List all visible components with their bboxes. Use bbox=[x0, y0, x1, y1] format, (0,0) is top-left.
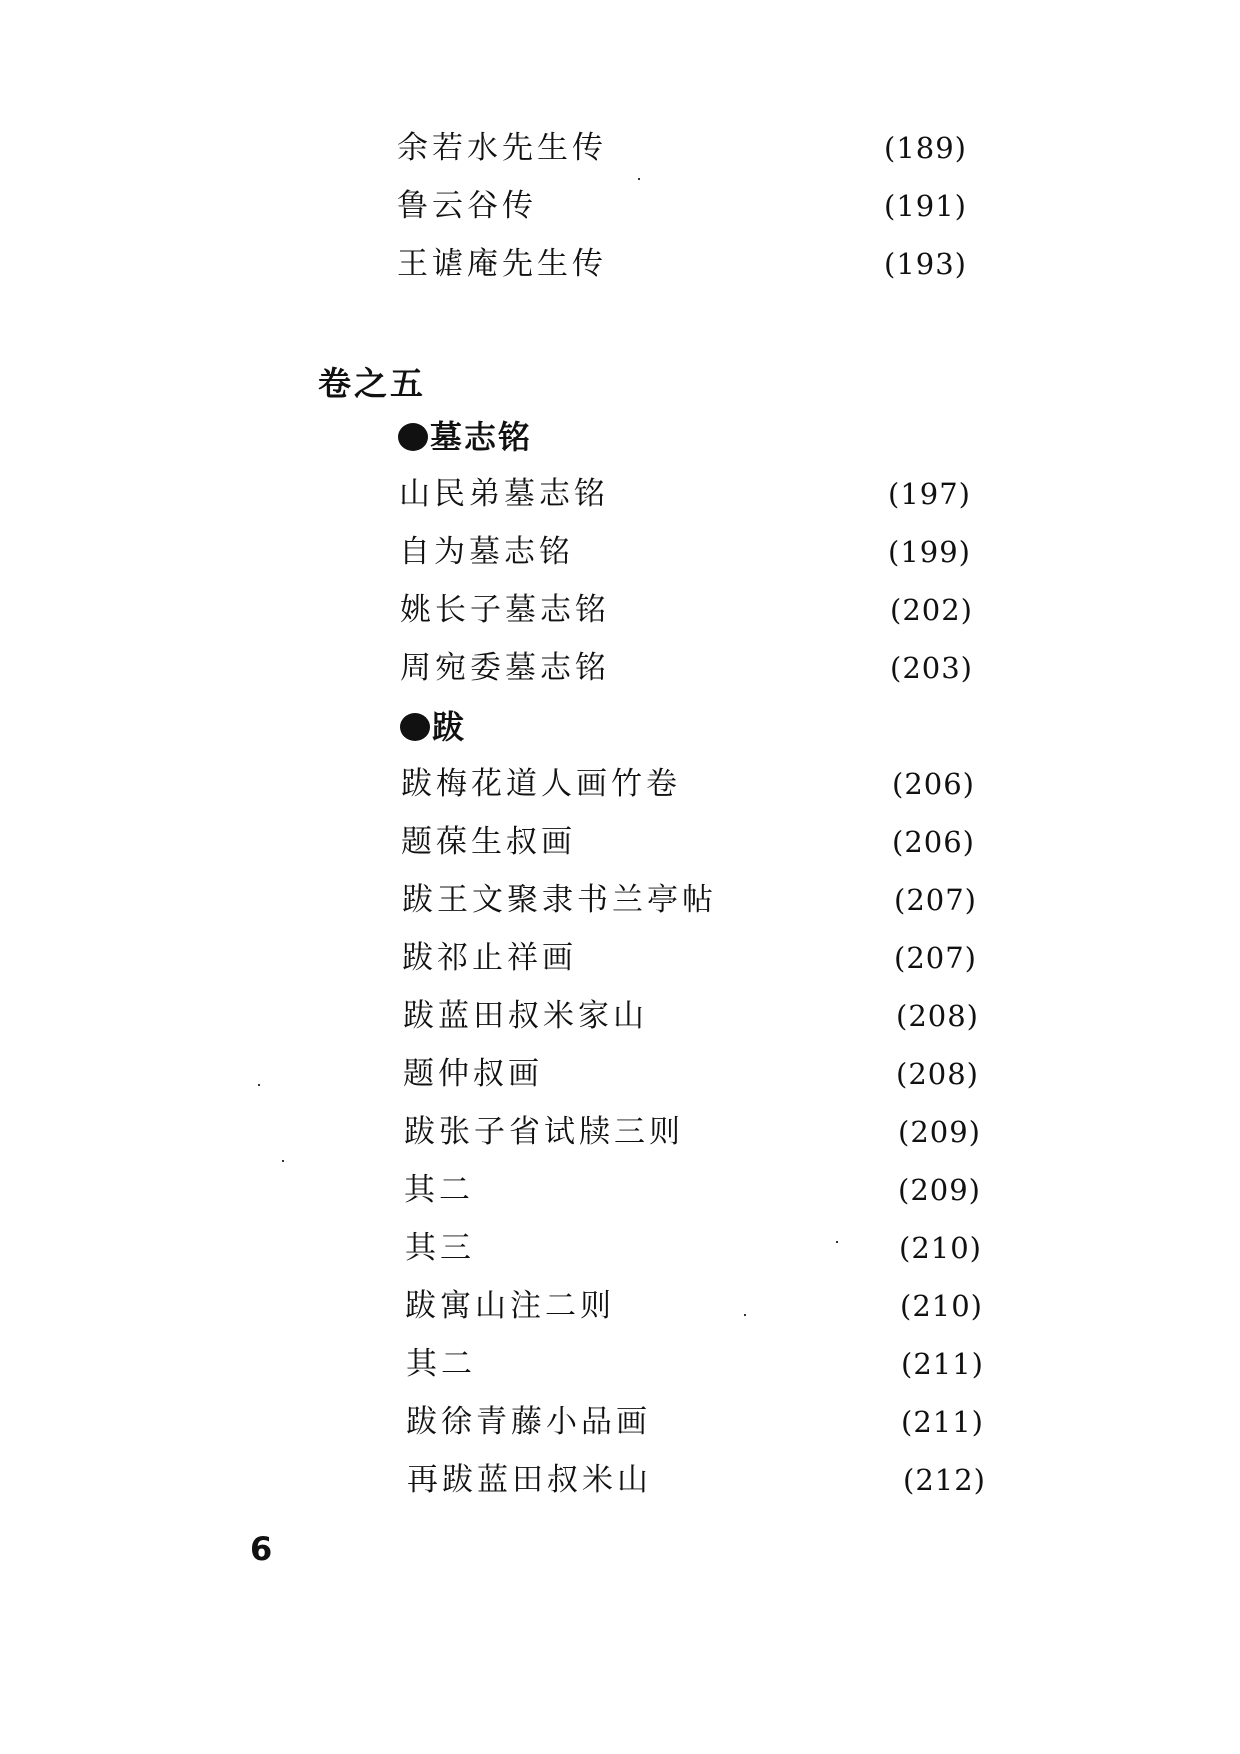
volume-heading: 卷之五 bbox=[318, 364, 426, 403]
entry-title: 鲁云谷传 bbox=[397, 188, 537, 224]
toc-entry bbox=[397, 184, 982, 228]
entry-title: 王谑庵先生传 bbox=[397, 246, 607, 282]
bullet-icon bbox=[400, 713, 430, 741]
entry-page-number: (211) bbox=[901, 1347, 984, 1381]
entry-page-number: (206) bbox=[892, 767, 975, 801]
toc-entry bbox=[400, 646, 987, 690]
entry-title: 跋寓山注二则 bbox=[405, 1288, 615, 1324]
entry-page-number: (206) bbox=[892, 825, 975, 859]
entry-page-number: (203) bbox=[890, 651, 973, 685]
entry-page-number: (191) bbox=[884, 189, 967, 223]
entry-page-number: (210) bbox=[900, 1289, 983, 1323]
entry-page-number: (197) bbox=[888, 477, 971, 511]
entry-title: 跋祁止祥画 bbox=[402, 940, 577, 976]
scan-speck bbox=[744, 1314, 746, 1316]
section-heading bbox=[398, 415, 532, 459]
entry-title: 其二 bbox=[406, 1346, 476, 1382]
entry-title: 周宛委墓志铭 bbox=[400, 650, 610, 686]
scan-speck bbox=[282, 1160, 284, 1162]
toc-entry bbox=[397, 242, 982, 286]
entry-page-number: (208) bbox=[896, 999, 979, 1033]
entry-page-number: (207) bbox=[894, 883, 977, 917]
entry-page-number: (193) bbox=[884, 247, 967, 281]
entry-title: 山民弟墓志铭 bbox=[399, 476, 609, 512]
entry-title: 其二 bbox=[404, 1172, 474, 1208]
entry-page-number: (209) bbox=[898, 1115, 981, 1149]
entry-title: 题葆生叔画 bbox=[401, 824, 576, 860]
toc-entry bbox=[401, 820, 989, 864]
toc-entry bbox=[399, 472, 985, 516]
entry-title: 其三 bbox=[405, 1230, 475, 1266]
entry-page-number: (189) bbox=[884, 131, 967, 165]
section-heading-label: 墓志铭 bbox=[430, 418, 533, 456]
entry-title: 跋蓝田叔米家山 bbox=[403, 998, 648, 1034]
scan-speck bbox=[638, 178, 640, 180]
section-heading bbox=[400, 705, 466, 749]
entry-page-number: (209) bbox=[898, 1173, 981, 1207]
toc-entry bbox=[399, 530, 985, 574]
entry-title: 跋梅花道人画竹卷 bbox=[401, 766, 681, 802]
bullet-icon bbox=[398, 423, 428, 451]
entry-title: 自为墓志铭 bbox=[399, 534, 574, 570]
entry-page-number: (208) bbox=[896, 1057, 979, 1091]
entry-page-number: (212) bbox=[903, 1463, 986, 1497]
entry-title: 再跋蓝田叔米山 bbox=[407, 1462, 652, 1498]
toc-entry bbox=[404, 1168, 994, 1212]
toc-entry bbox=[405, 1284, 996, 1328]
entry-page-number: (210) bbox=[899, 1231, 982, 1265]
scan-speck bbox=[258, 1084, 260, 1086]
entry-page-number: (211) bbox=[901, 1405, 984, 1439]
toc-entry bbox=[401, 762, 989, 806]
toc-entry bbox=[406, 1400, 997, 1444]
entry-title: 姚长子墓志铭 bbox=[400, 592, 610, 628]
toc-entry bbox=[405, 1226, 995, 1270]
section-heading-label: 跋 bbox=[432, 708, 467, 746]
toc-entry bbox=[404, 1110, 994, 1154]
entry-page-number: (202) bbox=[890, 593, 973, 627]
entry-title: 余若水先生传 bbox=[397, 130, 607, 166]
page-number: 6 bbox=[250, 1530, 273, 1568]
scan-speck bbox=[836, 1241, 838, 1243]
toc-entry bbox=[402, 936, 991, 980]
entry-title: 跋王文聚隶书兰亭帖 bbox=[402, 882, 717, 918]
entry-page-number: (207) bbox=[894, 941, 977, 975]
toc-entry bbox=[400, 588, 987, 632]
entry-title: 题仲叔画 bbox=[403, 1056, 543, 1092]
toc-entry bbox=[407, 1458, 999, 1502]
toc-entry bbox=[397, 126, 982, 170]
entry-title: 跋张子省试牍三则 bbox=[404, 1114, 684, 1150]
toc-entry bbox=[402, 878, 990, 922]
toc-entry bbox=[406, 1342, 997, 1386]
toc-entry bbox=[403, 1052, 992, 1096]
toc-entry bbox=[403, 994, 992, 1038]
entry-page-number: (199) bbox=[888, 535, 971, 569]
entry-title: 跋徐青藤小品画 bbox=[406, 1404, 651, 1440]
